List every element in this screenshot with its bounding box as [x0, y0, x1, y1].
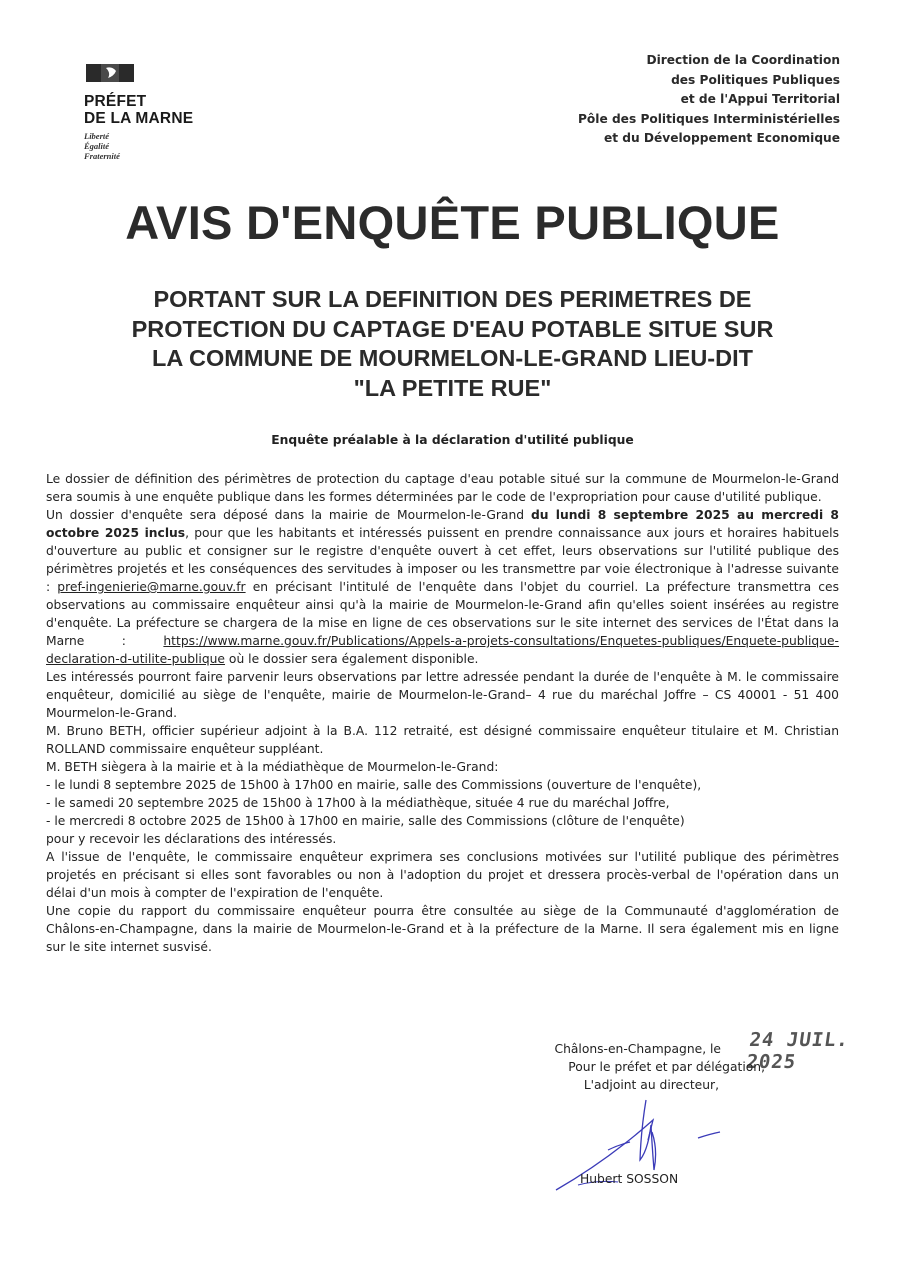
enquete-dates: du lundi 8 septembre 2025 au mercredi 8 octobre 2025 inclus [46, 508, 839, 540]
paragraph-dossier-c: en précisant l'intitulé de l'enquête dans l'objet du courriel. La préfecture transmettra ces observations au commissaire enquêteur ainsi qu'à la mairie de Mourmelon-le-Grand afin qu'elles soient insérées au registre d'enquête. La préfecture se chargera de la mise en ligne de ces observations sur le site internet des services de l'État dans la Marne : [46, 580, 840, 648]
devise-liberte: Liberté [84, 131, 110, 141]
section-heading: Enquête préalable à la déclaration d'utilité publique [271, 433, 634, 447]
prefet-line-1: PRÉFET [84, 93, 147, 110]
direction-line-4: Pôle des Politiques Interministérielles [577, 111, 840, 126]
website-link[interactable]: https://www.marne.gouv.fr/Publications/Appels-a-projets-consultations/Enquetes-publiques/Enquete-publique-declaration-d-utilite-publique [46, 634, 839, 666]
paragraph-intro: Le dossier de définition des périmètres de protection du captage d'eau potable situé sur la commune de Mourmelon-le-Grand sera soumis à une enquête publique dans les formes déterminées par le code de l'expropriation pour cause d'utilité publique. [46, 472, 839, 504]
subtitle-line-3: LA COMMUNE DE MOURMELON-LE-GRAND LIEU-DIT [152, 345, 753, 371]
signature-block [505, 1040, 765, 1094]
devise-egalite: Égalité [84, 141, 110, 151]
direction-line-5: et du Développement Economique [603, 131, 840, 145]
date-stamp: 24 JUIL. 2025 [744, 1029, 851, 1073]
permanence-item: - le samedi 20 septembre 2025 de 15h00 à 17h00 à la médiathèque, située 4 rue du maréchal Joffre, [46, 796, 670, 810]
permanence-item: - le lundi 8 septembre 2025 de 15h00 à 17h00 en mairie, salle des Commissions (ouverture de l'enquête), [46, 778, 702, 792]
paragraph-conclusions: A l'issue de l'enquête, le commissaire enquêteur exprimera ses conclusions motivées sur l'utilité publique des périmètres projetés en précisant si elles sont favorables ou non à l'adoption du projet et dressera procès-verbal de l'opération dans un délai d'un mois à compter de l'expiration de l'enquête. [46, 850, 839, 900]
paragraph-dossier-d: où le dossier sera également disponible. [225, 652, 479, 666]
subtitle-line-1: PORTANT SUR LA DEFINITION DES PERIMETRES DE [153, 286, 752, 312]
paragraph-dossier-b: , pour que les habitants et intéressés puissent en prendre connaissance aux jours et horaires habituels d'ouverture au public et consigner sur le registre d'enquête ouvert à cet effet, leurs observations sur l'utilité publique des périmètres projetés et les conséquences des servitudes à imposer ou les transmettre par voie électronique à l'adresse suivante : [46, 526, 839, 594]
signature-role: L'adjoint au directeur, [583, 1078, 719, 1092]
signer-name: Hubert SOSSON [580, 1172, 679, 1186]
permanences-outro: pour y recevoir les déclarations des intéressés. [46, 832, 337, 846]
email-link[interactable]: pref-ingenierie@marne.gouv.fr [57, 580, 246, 594]
marianne-logo-icon [86, 64, 134, 82]
notice-body [46, 470, 839, 956]
paragraph-dossier-a: Un dossier d'enquête sera déposé dans la mairie de Mourmelon-le-Grand [46, 508, 531, 522]
paragraph-rapport: Une copie du rapport du commissaire enquêteur pourra être consultée au siège de la Communauté d'agglomération de Châlons-en-Champagne, dans la mairie de Mourmelon-le-Grand et à la préfecture de la Marne. Il sera également mis en ligne sur le site internet susvisé. [46, 904, 839, 954]
page-subtitle [70, 285, 835, 403]
subtitle-line-2: PROTECTION DU CAPTAGE D'EAU POTABLE SITUE SUR [131, 315, 774, 342]
devise-fraternite: Fraternité [84, 151, 120, 161]
signature-place: Châlons-en-Champagne, le [554, 1042, 721, 1056]
prefet-line-2: DE LA MARNE [84, 110, 194, 127]
direction-line-3: et de l'Appui Territorial [680, 92, 840, 106]
permanence-item: - le mercredi 8 octobre 2025 de 15h00 à 17h00 en mairie, salle des Commissions (clôture de l'enquête) [46, 814, 685, 828]
subtitle-line-4: "LA PETITE RUE" [353, 374, 552, 401]
prefet-title [84, 93, 244, 127]
direction-line-2: des Politiques Publiques [671, 72, 840, 87]
prefet-bloc-marque [84, 64, 244, 161]
paragraph-dossier [46, 506, 839, 668]
direction-block [578, 51, 840, 149]
permanences-intro: M. BETH siègera à la mairie et à la médiathèque de Mourmelon-le-Grand: [46, 760, 499, 774]
direction-line-1: Direction de la Coordination [646, 53, 840, 67]
devise [84, 131, 244, 161]
page-title: AVIS D'ENQUÊTE PUBLIQUE [125, 196, 780, 249]
signature-delegation: Pour le préfet et par délégation, [568, 1060, 765, 1074]
paragraph-commissaire: M. Bruno BETH, officier supérieur adjoint à la B.A. 112 retraité, est désigné commissaire enquêteur titulaire et M. Christian ROLLAND commissaire enquêteur suppléant. [46, 724, 839, 756]
paragraph-courrier: Les intéressés pourront faire parvenir leurs observations par lettre adressée pendant la durée de l'enquête à M. le commissaire enquêteur, domicilié au siège de l'enquête, mairie de Mourmelon-le-Grand– 4 rue du maréchal Joffre – CS 40001 - 51 400 Mourmelon-le-Grand. [46, 670, 839, 720]
